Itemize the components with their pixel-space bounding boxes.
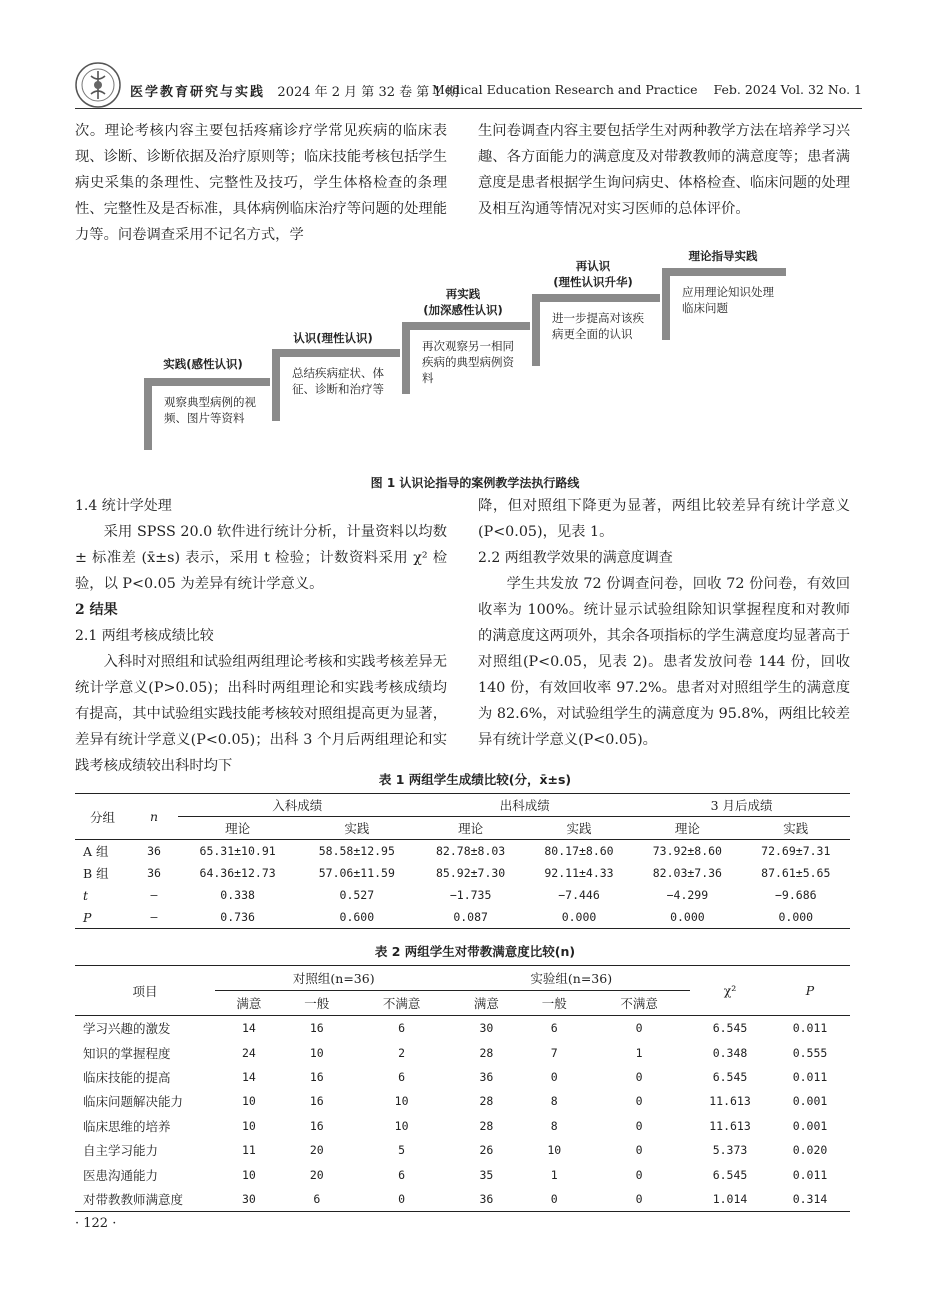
t2-cell: 0.314 xyxy=(792,1191,828,1206)
running-header-right xyxy=(432,82,862,97)
t2-cell: 6 xyxy=(398,1069,406,1084)
t1-cell: 0.527 xyxy=(339,888,375,902)
t1-cell: 80.17±8.60 xyxy=(544,844,614,858)
t2-cell: 16 xyxy=(309,1094,324,1109)
t1-row-label: B 组 xyxy=(83,866,109,881)
t1-row-n: 36 xyxy=(147,844,161,858)
step-3-title-line1: 再实践 xyxy=(445,287,481,301)
t2-cell: 16 xyxy=(309,1069,324,1084)
t2-sub-0: 满意 xyxy=(236,996,262,1011)
t2-row-label: 临床问题解决能力 xyxy=(83,1094,184,1110)
t2-cell: 30 xyxy=(242,1191,256,1206)
step-5-text: 应用理论知识处理临床问题 xyxy=(682,285,774,315)
figure-1-caption: 图 1 认识论指导的案例教学法执行路线 xyxy=(370,476,580,490)
table-row xyxy=(75,1016,850,1041)
step-2-title: 认识(理性认识) xyxy=(293,331,373,345)
t1-cell: 0.338 xyxy=(220,888,255,902)
t1-cell: 0.000 xyxy=(778,910,814,924)
t1-cell: −4.299 xyxy=(666,888,709,902)
t1-head-period-1: 入科成绩 xyxy=(178,794,416,817)
step-4-title-line1: 再认识 xyxy=(575,259,611,273)
t1-row-n: — xyxy=(150,910,158,924)
section-1-4-heading: 1.4 统计学处理 xyxy=(75,498,172,514)
t1-head-n: n xyxy=(149,809,159,824)
table-1 xyxy=(75,793,850,929)
t2-cell: 0.011 xyxy=(792,1167,828,1182)
t2-cell: 6.545 xyxy=(712,1069,748,1084)
t1-cell: −1.735 xyxy=(449,888,492,902)
t1-cell: 72.69±7.31 xyxy=(761,844,831,858)
t2-cell: 0 xyxy=(398,1191,406,1206)
section-2-2-text: 学生共发放 72 份调查问卷，回收 72 份问卷，有效回收率为 100%。统计显示试验组除知识掌握程度和对教师的满意度这两项外，其余各项指标的学生满意度均显著高于对照组(P<0.05，见表 2)。患者发放问卷 144 份，回收 140 份，有效回收率 97.2%。患者对对照组学生的满意度为 82.6%，对试验组学生的满意度为 95.8%，两组比较差异有统计学意义(P<0.05)。 xyxy=(478,576,850,748)
table-row xyxy=(75,840,850,863)
table-row xyxy=(75,884,850,906)
section-1-4-text: 采用 SPSS 20.0 软件进行统计分析，计量资料以均数 ± 标准差 (x̄±s) 表示，采用 t 检验；计数资料采用 χ² 检验，以 P<0.05 为差异有统计学意义。 xyxy=(75,524,447,592)
t1-cell: 0.000 xyxy=(561,910,597,924)
t1-cell: −9.686 xyxy=(775,888,817,902)
t2-cell: 0.555 xyxy=(792,1045,828,1060)
t2-cell: 11.613 xyxy=(709,1094,751,1109)
issue-cn: 2024 年 2 月 第 32 卷 第 1 期 xyxy=(277,85,459,100)
t1-head-period-3: 3 月后成绩 xyxy=(633,794,850,817)
table-2 xyxy=(75,965,850,1212)
t2-cell: 11 xyxy=(242,1143,256,1158)
t2-cell: 28 xyxy=(479,1045,494,1060)
step-4-title xyxy=(534,258,652,290)
t1-cell: 57.06±11.59 xyxy=(318,866,395,880)
t2-cell: 6 xyxy=(550,1021,558,1036)
t1-cell: 58.58±12.95 xyxy=(318,844,395,858)
t2-cell: 16 xyxy=(309,1021,324,1036)
t2-row-label: 医患沟通能力 xyxy=(83,1167,159,1183)
t1-cell: 73.92±8.60 xyxy=(652,844,722,858)
journal-title-en: Medical Education Research and Practice xyxy=(431,82,698,97)
journal-title-cn: 医学教育研究与实践 xyxy=(130,85,266,100)
right-column-mid xyxy=(478,493,850,753)
t2-body xyxy=(75,1016,850,1212)
section-2-1-text: 入科时对照组和试验组两组理论考核和实践考核差异无统计学意义(P>0.05)；出科时两组理论和实践考核成绩均有提高，其中试验组实践技能考核较对照组提高更为显著，差异有统计学意义(P<0.05)；出科 3 个月后两组理论和实践考核成绩较出科时均下 xyxy=(75,654,447,774)
body-right-top: 生问卷调查内容主要包括学生对两种教学方法在培养学习兴趣、各方面能力的满意度及对带教教师的满意度等；患者满意度是患者根据学生询问病史、体格检查、临床问题的处理及相互沟通等情况对实习医师的总体评价。 xyxy=(478,123,850,217)
page-number: · 122 · xyxy=(75,1216,117,1231)
t1-row-n: — xyxy=(150,888,158,902)
t1-sub-2: 理论 xyxy=(458,821,484,836)
t1-sub-1: 实践 xyxy=(344,821,370,836)
t2-cell: 24 xyxy=(242,1045,256,1060)
t2-cell: 6 xyxy=(313,1191,321,1206)
section-2-2-heading: 2.2 两组教学效果的满意度调查 xyxy=(478,550,673,566)
table-row xyxy=(75,1162,850,1186)
t1-sub-0: 理论 xyxy=(225,821,251,836)
step-1-text: 观察典型病例的视频、图片等资料 xyxy=(164,395,256,425)
t2-cell: 28 xyxy=(479,1094,494,1109)
t2-cell: 1.014 xyxy=(712,1191,748,1206)
t2-row-label: 自主学习能力 xyxy=(83,1143,159,1159)
t2-cell: 5 xyxy=(398,1143,406,1158)
t2-cell: 36 xyxy=(479,1069,494,1084)
t2-cell: 6 xyxy=(398,1167,406,1182)
t2-cell: 8 xyxy=(550,1118,558,1133)
t2-head-p: P xyxy=(805,983,815,998)
table-row xyxy=(75,1065,850,1089)
left-column-mid xyxy=(75,493,447,779)
table-row xyxy=(75,1114,850,1138)
t2-cell: 0 xyxy=(635,1094,643,1109)
t1-cell: 0.736 xyxy=(220,910,255,924)
t2-cell: 10 xyxy=(394,1118,409,1133)
t2-cell: 0 xyxy=(635,1069,643,1084)
table-row xyxy=(75,1040,850,1064)
step-3-box xyxy=(402,322,530,394)
step-4-box xyxy=(532,294,660,366)
step-3-text: 再次观察另一相同疾病的典型病例资料 xyxy=(422,339,514,385)
table-row xyxy=(75,906,850,929)
header-rule xyxy=(75,108,862,109)
t1-cell: 0.600 xyxy=(339,910,375,924)
t2-cell: 6 xyxy=(398,1021,406,1036)
step-5-title: 理论指导实践 xyxy=(688,249,758,263)
t2-cell: 10 xyxy=(242,1118,256,1133)
t2-row-label: 临床思维的培养 xyxy=(83,1118,171,1134)
t2-cell: 0 xyxy=(635,1191,643,1206)
t2-cell: 10 xyxy=(547,1143,562,1158)
step-4-title-line2: (理性认识升华) xyxy=(553,275,633,289)
step-1-box xyxy=(144,378,270,450)
t1-row-label: t xyxy=(83,887,89,903)
t2-cell: 0.001 xyxy=(792,1118,828,1133)
t2-head-control: 对照组(n=36) xyxy=(215,966,452,991)
step-5-box xyxy=(662,268,786,340)
t2-cell: 6.545 xyxy=(712,1167,748,1182)
t2-row-label: 对带教教师满意度 xyxy=(83,1191,184,1207)
table-row xyxy=(75,1138,850,1162)
table-row xyxy=(75,862,850,884)
t1-row-label: P xyxy=(83,909,92,925)
section-2-1-cont: 降，但对照组下降更为显著，两组比较差异有统计学意义(P<0.05)，见表 1。 xyxy=(478,498,850,540)
t2-cell: 0 xyxy=(635,1167,643,1182)
t2-sub-3: 满意 xyxy=(473,996,499,1011)
t1-head-group: 分组 xyxy=(89,809,115,825)
t2-head-item: 项目 xyxy=(132,983,158,999)
section-2-1-heading: 2.1 两组考核成绩比较 xyxy=(75,628,214,644)
t2-cell: 10 xyxy=(242,1167,256,1182)
t2-head-experiment: 实验组(n=36) xyxy=(452,966,690,991)
t2-sub-2: 不满意 xyxy=(382,996,421,1011)
t1-head-period-2: 出科成绩 xyxy=(416,794,633,817)
issue-en: Feb. 2024 Vol. 32 No. 1 xyxy=(713,82,862,97)
running-header-left xyxy=(130,81,459,100)
t2-cell: 2 xyxy=(398,1045,406,1060)
t2-cell: 0.020 xyxy=(792,1143,828,1158)
step-4-text: 进一步提高对该疾病更全面的认识 xyxy=(552,311,644,341)
t2-cell: 0 xyxy=(635,1143,643,1158)
t1-cell: 82.03±7.36 xyxy=(652,866,722,880)
t2-cell: 0 xyxy=(635,1021,643,1036)
t2-cell: 10 xyxy=(242,1094,256,1109)
step-3-title-line2: (加深感性认识) xyxy=(423,303,503,317)
table-2-caption: 表 2 两组学生对带教满意度比较(n) xyxy=(374,944,576,959)
t2-cell: 6.545 xyxy=(712,1021,748,1036)
t2-cell: 10 xyxy=(309,1045,324,1060)
t2-cell: 10 xyxy=(394,1094,409,1109)
t2-cell: 30 xyxy=(479,1021,494,1036)
t1-body xyxy=(75,840,850,929)
t2-cell: 11.613 xyxy=(709,1118,751,1133)
t2-cell: 28 xyxy=(479,1118,494,1133)
t1-cell: 92.11±4.33 xyxy=(544,866,614,880)
t2-cell: 0.011 xyxy=(792,1069,828,1084)
t2-cell: 8 xyxy=(550,1094,558,1109)
t2-cell: 0 xyxy=(550,1069,558,1084)
table-1-caption: 表 1 两组学生成绩比较(分，x̄±s) xyxy=(378,772,572,787)
t1-sub-3: 实践 xyxy=(566,821,592,836)
t2-cell: 1 xyxy=(550,1167,558,1182)
t2-cell: 20 xyxy=(309,1167,324,1182)
t2-cell: 35 xyxy=(479,1167,494,1182)
t2-sub-1: 一般 xyxy=(304,996,330,1011)
t2-row-label: 学习兴趣的激发 xyxy=(83,1021,171,1037)
t1-cell: 65.31±10.91 xyxy=(199,844,276,858)
t1-row-label: A 组 xyxy=(83,844,109,859)
t2-cell: 26 xyxy=(479,1143,494,1158)
t2-cell: 14 xyxy=(242,1069,256,1084)
step-2-text: 总结疾病症状、体征、诊断和治疗等 xyxy=(292,366,384,396)
t2-cell: 0 xyxy=(635,1118,643,1133)
t2-row-label: 临床技能的提高 xyxy=(83,1069,171,1085)
t1-cell: 64.36±12.73 xyxy=(199,866,276,880)
t2-cell: 0.011 xyxy=(792,1021,828,1036)
t1-cell: 87.61±5.65 xyxy=(761,866,831,880)
t2-cell: 1 xyxy=(635,1045,643,1060)
t2-cell: 0.348 xyxy=(712,1045,748,1060)
t2-sub-5: 不满意 xyxy=(620,996,658,1011)
t1-cell: 85.92±7.30 xyxy=(436,866,506,880)
t2-cell: 0 xyxy=(550,1191,558,1206)
journal-logo xyxy=(75,62,121,108)
t2-sub-4: 一般 xyxy=(541,996,567,1011)
t1-sub-4: 理论 xyxy=(674,821,700,836)
step-3-title xyxy=(404,286,522,318)
t2-cell: 36 xyxy=(479,1191,494,1206)
t2-cell: 7 xyxy=(550,1045,558,1060)
table-row xyxy=(75,1089,850,1113)
t2-row-label: 知识的掌握程度 xyxy=(83,1045,171,1061)
table-row xyxy=(75,1187,850,1212)
body-left-top: 次。理论考核内容主要包括疼痛诊疗学常见疾病的临床表现、诊断、诊断依据及治疗原则等；临床技能考核包括学生病史采集的条理性、完整性及技巧，学生体格检查的条理性、完整性及是否标准，具体病例临床治疗等问题的处理能力等。问卷调查采用不记名方式，学 xyxy=(75,123,447,243)
t2-cell: 14 xyxy=(242,1021,256,1036)
t2-cell: 0.001 xyxy=(792,1094,828,1109)
t2-cell: 5.373 xyxy=(712,1143,748,1158)
t1-cell: 0.000 xyxy=(670,910,705,924)
t2-head-chi: χ² xyxy=(723,983,737,998)
section-2-heading: 2 结果 xyxy=(75,602,118,618)
t2-cell: 16 xyxy=(309,1118,324,1133)
t1-cell: −7.446 xyxy=(558,888,600,902)
t1-sub-5: 实践 xyxy=(783,821,809,836)
t1-cell: 0.087 xyxy=(453,910,488,924)
t2-cell: 20 xyxy=(309,1143,324,1158)
step-2-box xyxy=(272,349,400,421)
t1-row-n: 36 xyxy=(147,866,161,880)
step-1-title: 实践(感性认识) xyxy=(163,357,243,371)
figure-1 xyxy=(140,248,790,453)
t1-cell: 82.78±8.03 xyxy=(436,844,506,858)
